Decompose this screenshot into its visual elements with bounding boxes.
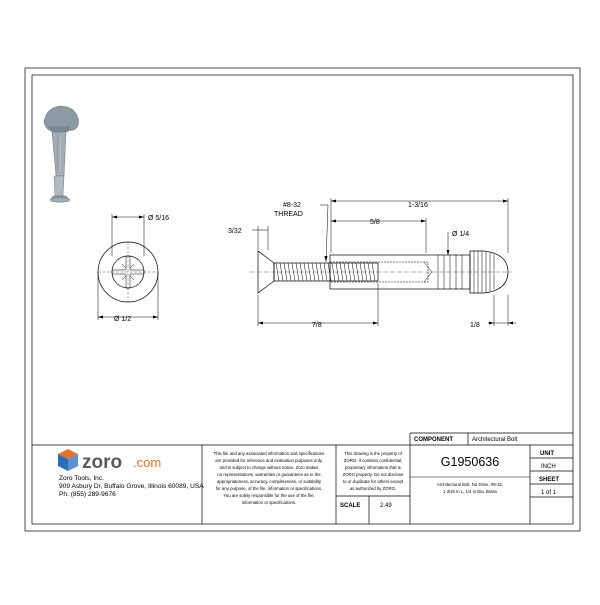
head-diameter-label: Ø 5/16 bbox=[148, 215, 170, 222]
disclaimer-line: no representations, warranties or guarantees as to the bbox=[217, 472, 321, 477]
part-number: G1950636 bbox=[440, 455, 500, 469]
isometric-bolt-view bbox=[44, 106, 79, 202]
property-line: ZORO property. Do not disclose bbox=[342, 472, 404, 477]
scale-value: 2.49 bbox=[380, 503, 392, 509]
disclaimer-line: information or specifications. bbox=[241, 500, 297, 505]
property-line: This drawing is the property of bbox=[344, 451, 402, 456]
property-notice bbox=[343, 451, 404, 491]
company-name: Zoro Tools, Inc. bbox=[59, 475, 104, 482]
cap-length-label: 1/8 bbox=[470, 322, 480, 329]
logo-wordmark: zoro bbox=[82, 452, 123, 473]
disclaimer-line: and is subject to change without notice. Zoro makes bbox=[219, 465, 319, 470]
company-address: 909 Asbury Dr, Buffalo Grove, Illinois 60089, USA bbox=[59, 483, 204, 490]
disclaimer-line: You are solely responsible for the use of the file, bbox=[223, 493, 315, 498]
end-view bbox=[98, 214, 169, 323]
sheet-label: SHEET bbox=[539, 477, 560, 483]
side-view bbox=[228, 198, 516, 329]
thread-length-label: 5/8 bbox=[370, 219, 380, 226]
unit-value: INCH bbox=[541, 464, 556, 470]
property-line: as authorized by ZORO. bbox=[349, 486, 397, 491]
outer-diameter-label: Ø 1/2 bbox=[114, 316, 132, 323]
title-block bbox=[32, 433, 573, 524]
component-label: COMPONENT bbox=[414, 437, 453, 443]
thread-spec-line1: #8-32 bbox=[283, 202, 301, 209]
component-value: Architectural Bolt bbox=[472, 437, 518, 443]
sheet-value: 1 of 1 bbox=[541, 490, 557, 496]
property-line: proprietary information that is bbox=[345, 465, 401, 470]
description-line2: 1 3/16 in L, 1/4 in Dia, Brass bbox=[443, 489, 497, 494]
screw-length-label: 7/8 bbox=[312, 322, 322, 329]
thread-spec-line2: THREAD bbox=[274, 211, 303, 218]
unit-label: UNIT bbox=[540, 451, 554, 457]
disclaimer-text bbox=[214, 451, 325, 505]
overall-length-label: 1-3/16 bbox=[408, 202, 428, 209]
disclaimer-line: for any purpose, of the file, information or specifications. bbox=[215, 486, 323, 491]
disclaimer-line: This file and any associated information and specifications bbox=[213, 451, 325, 456]
countersink-depth-label: 3/32 bbox=[228, 228, 242, 235]
screw-threads bbox=[276, 263, 375, 281]
property-line: ZORO. It contains confidential, bbox=[343, 458, 403, 463]
disclaimer-line: are provided for reference and evaluation purposes only, bbox=[215, 458, 323, 463]
shank-diameter-label: Ø 1/4 bbox=[452, 231, 470, 238]
logo-suffix: .com bbox=[133, 455, 162, 470]
property-line: to or duplicate for others except bbox=[342, 479, 404, 484]
zoro-logo bbox=[58, 449, 161, 473]
company-phone: Ph: (855) 289-9676 bbox=[59, 491, 116, 498]
disclaimer-line: appropriateness, accuracy, completeness, or suitability bbox=[216, 479, 322, 484]
description-line1: Architectural Bolt, No Drive, #8-32, bbox=[436, 482, 504, 487]
scale-label: SCALE bbox=[340, 503, 361, 509]
